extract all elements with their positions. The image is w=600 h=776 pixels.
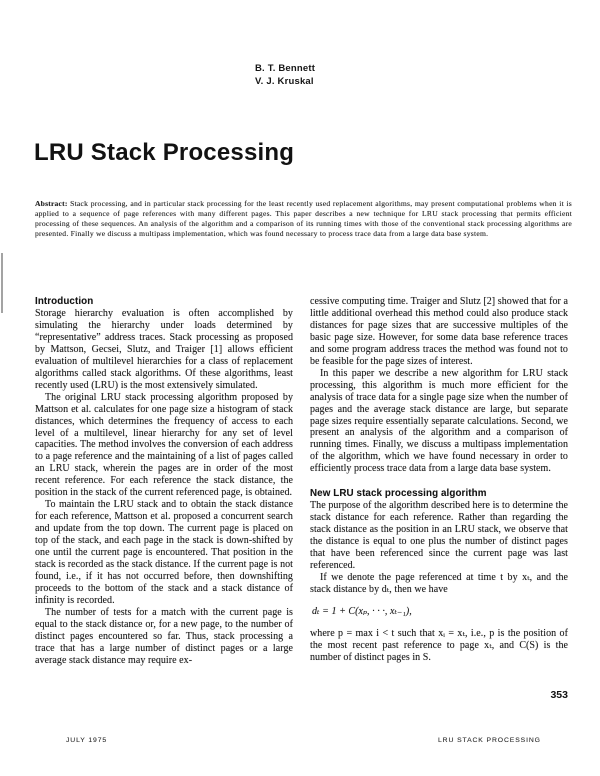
abstract [35,199,572,239]
section-heading-introduction: Introduction [35,296,94,307]
section-heading-algorithm: New LRU stack processing algorithm [310,488,487,500]
author-block [255,62,315,88]
paragraph: The number of tests for a match with the current page is equal to the stack distance or, for a new page, to the number of distinct pages encountered so far. Thus, stack processing a trace that has a large number of distinct pages or a large average stack distance may require ex- [35,606,293,666]
paragraph: To maintain the LRU stack and to obtain the stack distance for each reference, Mattson et al. proposed a concurrent search and update from the top down. The current page is placed on top of the stack, and each page in the stack is down-shifted by one until the current page is encountered. That position in the stack is recorded as the stack distance. If the current page is not found, i.e., if it has not occurred before, then downshifting proceeds to the bottom of the stack and a stack distance of infinity is recorded. [35,499,293,606]
author-name: B. T. Bennett [255,63,316,74]
page-number: 353 [550,689,568,701]
author-name: V. J. Kruskal [255,76,314,87]
paragraph: In this paper we describe a new algorithm for LRU stack processing, this algorithm is much more efficient for the analysis of trace data for a single page size when the number of pages and the average stack distance are large, but separate page sizes require essentially separate calculations. Second, we present an analysis of the algorithm and a comparison of running times. Finally, we discuss a multipass implementation of the algorithm, which we have found necessary in order to efficiently process trace data from a large data base system. [310,367,568,475]
paragraph: Storage hierarchy evaluation is often accomplished by simulating the hierarchy under loads determined by “representative” address traces. Stack processing as proposed by Mattson, Gecsei, Slutz, and Traiger [1] allows efficient evaluation of multilevel hierarchies for a class of replacement algorithms called stack algorithms. Of these algorithms, least recently used (LRU) is the most extensively simulated. [35,308,293,391]
scan-artifact-line [1,253,3,313]
equation: dₜ = 1 + C(xₚ, · · ·, xₜ₋₁), [312,605,412,617]
body-columns [35,296,568,667]
page-title: LRU Stack Processing [34,139,295,166]
column-left [35,296,293,667]
column-right [310,296,568,667]
paragraph: where p = max i < t such that xᵢ = xₜ, i.e., p is the position of the most recent past reference to page xₜ, and C(S) is the number of distinct pages in S. [310,627,568,663]
abstract-label: Abstract: [35,199,68,208]
footer-issue-date: JULY 1975 [66,737,108,744]
abstract-text: Stack processing, and in particular stack processing for the least recently used replacement algorithms, may present computational problems when it is applied to a sequence of page references with many different pages. This paper describes a new technique for LRU stack processing that permits efficient processing of these sequences. An analysis of the algorithm and a comparison of its running times with those of the conventional stack processing algorithms are presented. Finally we discuss a multipass implementation, which was found necessary to process trace data from a large data base system. [35,199,572,238]
paragraph: cessive computing time. Traiger and Slutz [2] showed that for a little additional overhead this method could also produce stack distances for page sizes that are successive multiples of the basic page size. However, for some data base reference traces and some program address traces the method was found not to be feasible for the page sizes of interest. [310,296,568,367]
paragraph: The purpose of the algorithm described here is to determine the stack distance for each reference. Rather than regarding the stack distance as the position in an LRU stack, we observe that the distance is equal to one plus the number of distinct pages that have been referenced since the current page was last referenced. [310,500,568,572]
footer-running-title: LRU STACK PROCESSING [438,737,541,744]
paragraph: If we denote the page referenced at time t by xₜ, and the stack distance by dₜ, then we have [310,572,568,595]
paragraph: The original LRU stack processing algorithm proposed by Mattson et al. calculates for one page size a histogram of stack distances, which determines the frequency of access to each level of a multilevel, linear hierarchy for any set of level capacities. The method involves the conversion of each address to a page reference and the maintaining of a list of pages called an LRU stack, wherein the pages are in order of the most recent reference. For each reference the stack distance, the position in the stack of the current referenced page, is obtained. [35,391,293,499]
